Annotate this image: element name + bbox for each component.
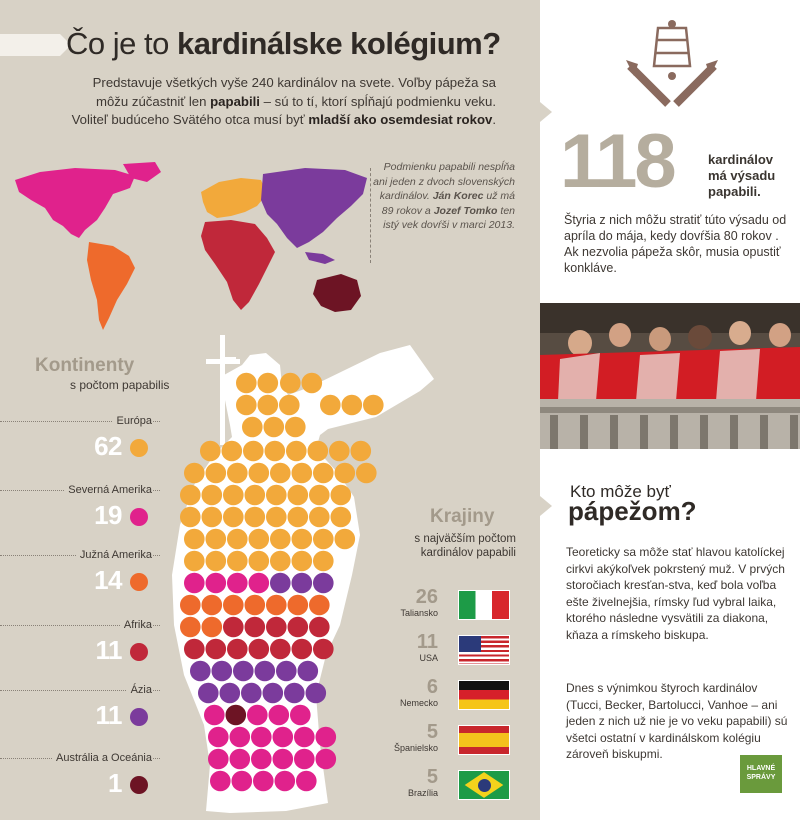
papabili-dot	[184, 551, 205, 572]
papabili-dot	[270, 463, 291, 484]
papabili-dot	[233, 661, 254, 682]
papabili-dot	[363, 395, 384, 416]
spain-flag-icon	[458, 725, 510, 755]
papabili-dot	[292, 573, 313, 594]
country-name: Nemecko	[399, 698, 438, 708]
intro-bold: mladší ako osemdesiat rokov	[308, 112, 493, 127]
country-row	[390, 723, 520, 763]
papabili-dot	[302, 373, 323, 394]
papabili-dot	[227, 463, 248, 484]
cross-shaft	[220, 335, 225, 445]
papabili-dot	[294, 749, 315, 770]
papabili-dot	[223, 485, 244, 506]
papabili-dot	[243, 441, 264, 462]
papabili-dot	[266, 617, 287, 638]
papabili-dot	[251, 727, 272, 748]
papabili-dot	[286, 441, 307, 462]
papabili-dot	[249, 639, 270, 660]
papabili-dot	[230, 749, 251, 770]
papabili-dot	[266, 485, 287, 506]
papabili-dot	[342, 395, 363, 416]
who-arrow	[540, 496, 552, 516]
papabili-dot	[253, 771, 274, 792]
papabili-dot	[276, 661, 297, 682]
papabili-dot	[180, 507, 201, 528]
africa-shape	[201, 220, 275, 310]
papabili-dot	[288, 617, 309, 638]
papabili-dot	[210, 771, 231, 792]
north-america-shape	[15, 168, 135, 238]
papabili-dot	[288, 507, 309, 528]
countries-heading: Krajiny	[430, 506, 495, 527]
papabili-dot	[292, 639, 313, 660]
papabili-dot	[202, 595, 223, 616]
papabili-dot	[180, 617, 201, 638]
stat-label: kardinálov má výsadu papabili.	[708, 152, 776, 199]
papabili-dot	[273, 727, 294, 748]
papabili-dot	[249, 463, 270, 484]
title-bold: kardinálske kolégium?	[176, 26, 501, 61]
cardinals-photo-image	[540, 303, 800, 449]
papabili-dot	[236, 373, 257, 394]
papabili-dot	[313, 639, 334, 660]
intro-text	[66, 74, 496, 130]
asia-shape	[261, 168, 367, 248]
usa-canton	[459, 636, 481, 652]
country-name: Brazília	[407, 788, 438, 798]
papabili-dot	[270, 551, 291, 572]
papabili-dot	[280, 373, 301, 394]
papabili-dot	[227, 529, 248, 550]
papabili-dot	[206, 551, 227, 572]
papabili-dot	[206, 529, 227, 550]
country-count: 6	[426, 676, 438, 698]
papabili-dot	[309, 485, 330, 506]
papabili-dot	[255, 661, 276, 682]
continent-name: Európa	[113, 415, 152, 427]
continents-heading: Kontinenty	[35, 355, 135, 376]
papabili-dot	[190, 661, 211, 682]
papabili-dot	[285, 417, 306, 438]
papabili-dot	[309, 617, 330, 638]
stat-number: 118	[560, 119, 674, 204]
country-count: 26	[415, 586, 438, 608]
slovak-note	[370, 160, 515, 233]
who-paragraph-2: Dnes s výnimkou štyroch kardinálov (Tucci, Becker, Bartolucci, Vanhoe – ani jeden z nich už nie je vo veku papabili) sú všetci ostatní v kardinálskom kolégiu zároveň biskupmi.	[566, 681, 788, 761]
papabili-dot	[335, 529, 356, 550]
brazil-flag-icon	[458, 770, 510, 800]
papabili-dot	[284, 683, 305, 704]
continents-subheading: s počtom papabilis	[70, 378, 170, 392]
country-count: 5	[426, 721, 438, 743]
country-count: 11	[416, 631, 438, 653]
papabili-dot	[227, 573, 248, 594]
hlavne-spravy-logo	[740, 755, 782, 793]
papabili-dot	[351, 441, 372, 462]
cardinals-photo	[540, 303, 800, 449]
papabili-dot	[266, 507, 287, 528]
papabili-dot	[275, 771, 296, 792]
papabili-dot	[232, 771, 253, 792]
papabili-dot	[335, 463, 356, 484]
papabili-dot	[206, 639, 227, 660]
papabili-dot	[288, 485, 309, 506]
world-map	[5, 160, 370, 340]
country-row	[390, 588, 520, 628]
note-name: Ján Korec	[432, 190, 484, 202]
papabili-dot	[273, 749, 294, 770]
continent-count: 11	[95, 635, 122, 665]
papabili-dot	[288, 595, 309, 616]
papal-coat-of-arms-icon	[620, 18, 724, 108]
continent-dot	[130, 508, 148, 526]
papabili-dot	[212, 661, 233, 682]
continent-count: 62	[94, 431, 122, 461]
note-text: ten istý vek dovŕši v marci 2013.	[383, 204, 515, 231]
country-row	[390, 678, 520, 718]
papabili-dot	[292, 551, 313, 572]
papabili-dot	[309, 595, 330, 616]
papabili-dot	[313, 573, 334, 594]
papabili-dot	[265, 441, 286, 462]
intro-bold: papabili	[210, 93, 260, 109]
papabili-dot	[184, 639, 205, 660]
stat-text: Štyria z nich môžu stratiť túto výsadu od apríla do mája, kedy dovŕšia 80 rokov . Ak nezvolia pápeža skôr, musia opustiť konklávе.	[564, 213, 787, 275]
papabili-dot	[263, 683, 284, 704]
germany-flag-icon	[458, 680, 510, 710]
page-title	[66, 26, 501, 62]
papabili-dot	[208, 727, 229, 748]
papabili-dot	[298, 661, 319, 682]
papabili-dot	[279, 395, 300, 416]
papabili-dot	[249, 529, 270, 550]
title-arrow	[0, 34, 60, 56]
papabili-dot	[245, 485, 266, 506]
papabili-dot	[180, 595, 201, 616]
papabili-dot	[184, 529, 205, 550]
intro-part: Predstavuje všetkých vyše 240 kardinálov na svete. Voľby pápeža sa môžu zúčastniť len	[92, 75, 496, 109]
papabili-dot	[294, 727, 315, 748]
papabili-dot	[306, 683, 327, 704]
papabili-dot	[316, 727, 337, 748]
continent-name: Južná Amerika	[76, 549, 152, 561]
papabili-dot	[245, 507, 266, 528]
papabili-dot	[245, 617, 266, 638]
who-heading-line2: pápežom?	[568, 496, 697, 526]
papabili-dot	[204, 705, 225, 726]
country-row	[390, 633, 520, 673]
country-count: 5	[426, 766, 438, 788]
papabili-dot	[227, 639, 248, 660]
who-paragraph-1: Teoreticky sa môže stať hlavou katolíckej cirkvi akýkoľvek pokrstený muž. V prvých storočiach kresťan-stva, keď bola voľba ešte živelnejšia, rímsky ľud vybral laika, ktorého následne vysvätili za diakona, kňaza a rímskeho biskupa.	[566, 545, 785, 642]
papabili-dot	[258, 395, 279, 416]
papabili-dot	[208, 749, 229, 770]
papabili-dot	[202, 507, 223, 528]
mid-arrow	[540, 102, 552, 122]
intro-part: .	[492, 112, 496, 127]
papabili-dot	[223, 595, 244, 616]
papabili-dot	[270, 573, 291, 594]
note-name: Jozef Tomko	[433, 204, 498, 217]
continent-dot	[130, 643, 148, 661]
note-text: Podmienku papabili nespĺňa ani jeden z dvoch slovenských kardinálov.	[373, 161, 515, 202]
papabili-dot	[236, 395, 257, 416]
europe-shape	[201, 178, 267, 218]
continent-dot	[130, 708, 148, 726]
papabili-dot	[200, 441, 221, 462]
papabili-dot	[241, 683, 262, 704]
papabili-dot	[223, 507, 244, 528]
indonesia-shape	[305, 252, 335, 264]
papabili-dot	[202, 485, 223, 506]
papabili-dot	[180, 485, 201, 506]
papabili-dot	[296, 771, 317, 792]
cross-bar	[206, 359, 240, 364]
continent-dot	[130, 439, 148, 457]
papabili-dot	[230, 727, 251, 748]
papabili-dot	[290, 705, 311, 726]
papabili-dot	[308, 441, 329, 462]
countries-subheading: s najväčším počtom kardinálov papabili	[414, 533, 516, 559]
country-name: Taliansko	[400, 608, 438, 618]
continent-count: 14	[94, 565, 122, 595]
continent-dot	[130, 573, 148, 591]
papabili-dot	[184, 463, 205, 484]
note-text: už má 89 rokov a	[381, 190, 515, 217]
papabili-dot	[331, 485, 352, 506]
intro-part: – sú to tí, ktorí spĺňajú podmienku veku. Voliteľ budúceho Svätého otca musí byť	[71, 93, 496, 127]
papabili-dot	[198, 683, 219, 704]
continent-name: Ázia	[127, 684, 152, 696]
papabili-dot	[226, 705, 247, 726]
papabili-dot	[356, 463, 377, 484]
continent-dot	[130, 776, 148, 794]
papabili-dot	[316, 749, 337, 770]
papabili-dot	[249, 551, 270, 572]
papabili-dot	[227, 551, 248, 572]
papabili-dot	[266, 595, 287, 616]
papabili-dot	[206, 573, 227, 594]
papabili-dot	[258, 373, 279, 394]
papabili-dot	[313, 551, 334, 572]
papabili-dot	[206, 463, 227, 484]
papabili-dot	[292, 529, 313, 550]
continent-name: Severná Amerika	[64, 484, 152, 496]
papabili-dot	[184, 573, 205, 594]
who-heading-line1: Kto môže byť	[570, 482, 671, 501]
continent-count: 11	[95, 700, 122, 730]
papabili-dot	[245, 595, 266, 616]
italy-flag-icon	[458, 590, 510, 620]
continent-count: 19	[94, 500, 122, 530]
papabili-dot	[202, 617, 223, 638]
continent-count: 1	[108, 768, 122, 798]
papabili-dot	[292, 463, 313, 484]
logo-line2: SPRÁVY	[746, 774, 776, 781]
papabili-dot	[264, 417, 285, 438]
papabili-dot	[251, 749, 272, 770]
usa-flag-icon	[458, 635, 510, 665]
country-row	[390, 768, 520, 808]
papabili-dot	[220, 683, 241, 704]
papabili-dot	[270, 639, 291, 660]
papabili-dot	[313, 463, 334, 484]
papabili-dot	[329, 441, 350, 462]
continent-name: Afrika	[120, 619, 152, 631]
brazil-globe	[478, 779, 491, 792]
papabili-dot	[313, 529, 334, 550]
papabili-dot	[249, 573, 270, 594]
papabili-dot	[320, 395, 341, 416]
papabili-dot	[269, 705, 290, 726]
country-name: USA	[419, 653, 438, 663]
logo-line1: HLAVNÉ	[746, 765, 776, 772]
continent-name: Austrália a Oceánia	[52, 752, 152, 764]
papabili-dot	[309, 507, 330, 528]
title-lead: Čo je to	[66, 26, 177, 61]
papabili-dot	[247, 705, 268, 726]
papabili-dot	[242, 417, 263, 438]
papabili-dot	[331, 507, 352, 528]
country-name: Španielsko	[393, 743, 438, 753]
papabili-dot	[222, 441, 243, 462]
south-america-shape	[87, 242, 135, 330]
papabili-dot	[223, 617, 244, 638]
australia-shape	[313, 274, 361, 312]
papabili-dot	[270, 529, 291, 550]
